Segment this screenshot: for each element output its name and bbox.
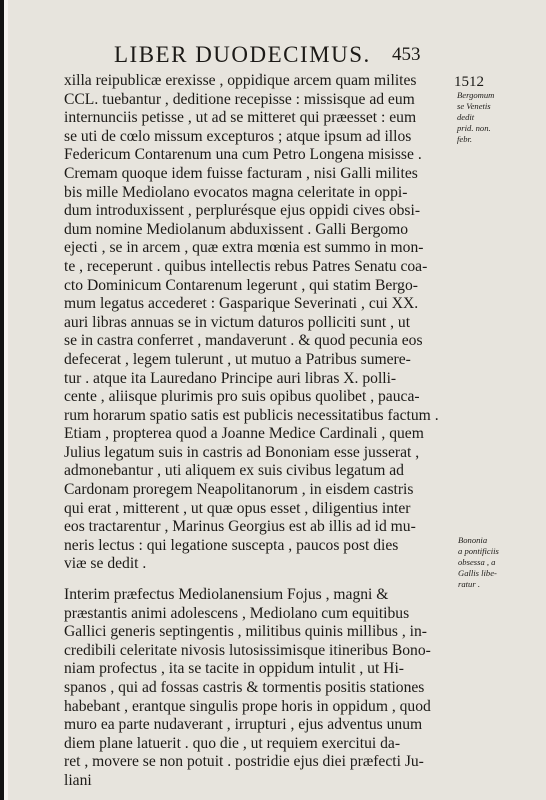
margin-note-bergomum xyxy=(457,90,494,145)
text-line: præstantis animi adolescens , Mediolano cum equitibus xyxy=(64,604,410,622)
text-line: admonebantur , uti aliquem ex suis civibus legatum ad xyxy=(64,462,404,480)
text-line: se uti de cœlo missum excepturos ; atque ipsum ad illos xyxy=(64,127,412,145)
text-line: Julius legatum suis in castris ad Bononiam esse jusserat , xyxy=(64,443,420,461)
page-number: 453 xyxy=(392,44,421,65)
text-line: viæ se dedit . xyxy=(64,555,147,573)
margin-note-line: dedit xyxy=(457,112,475,122)
text-line: ejecti , se in arcem , quæ extra mœnia est summo in mon- xyxy=(64,239,424,257)
text-line: rum horarum spatio satis est publicis necessitatibus factum . xyxy=(64,406,439,424)
text-line: tur . atque ita Lauredano Principe auri libras X. polli- xyxy=(64,369,397,387)
margin-note-bononia xyxy=(458,535,499,590)
text-line: te , receperunt . quibus intellectis rebus Patres Senatu coa- xyxy=(64,257,428,275)
text-line: neris lectus : qui legatione suscepta , paucos post dies xyxy=(64,536,399,554)
text-line: dum nomine Mediolanum abduxissent . Galli Bergomo xyxy=(64,220,409,238)
text-line: xilla reipublicæ erexisse , oppidique arcem quam milites xyxy=(64,72,417,89)
page-edge xyxy=(0,0,4,800)
text-line: cente , aliisque plurimis pro suis opibus quolibet , pauca- xyxy=(64,388,420,406)
margin-note-line: Bononia xyxy=(458,535,488,545)
running-head: LIBER DUODECIMUS. xyxy=(114,42,371,67)
margin-note-line: a pontificiis xyxy=(458,546,499,556)
text-line: se in castra conferret , mandaverunt . & quod pecunia eos xyxy=(64,332,423,350)
text-line: CCL. tuebantur , deditione recepisse : missisque ad eum xyxy=(64,90,415,108)
text-line: mum legatus accederet : Gasparique Severinati , cui XX. xyxy=(64,295,419,313)
text-line: qui erat , mitterent , ut quæ opus esset , diligentius inter xyxy=(64,499,411,517)
margin-note-line: se Venetis xyxy=(457,101,491,111)
text-line: defecerat , legem tulerunt , ut mutuo a Patribus sumere- xyxy=(64,350,411,368)
text-line: muro ea parte nudaverant , irrupturi , ejus adventus unum xyxy=(64,716,423,734)
text-line: Interim præfectus Mediolanensium Fojus , magni & xyxy=(64,586,389,604)
text-line: dum introduxissent , perplurésque ejus oppidi cives obsi- xyxy=(64,202,421,220)
text-line: Federicum Contarenum una cum Petro Longena misisse . xyxy=(64,146,422,164)
text-line: spanos , qui ad fossas castris & tormentis positis stationes xyxy=(64,679,425,696)
text-line: auri libras annuas se in victum daturos polliciti sunt , ut xyxy=(64,313,411,331)
text-line: ret , movere se non potuit . postridie ejus diei præfecti Ju- xyxy=(64,753,424,771)
body-text xyxy=(64,72,452,791)
text-line: liani xyxy=(64,771,92,789)
text-line: Gallici generis septingentis , militibus quinis millibus , in- xyxy=(64,623,427,641)
text-line: Etiam , propterea quod a Joanne Medice Cardinali , quem xyxy=(64,425,424,443)
margin-year: 1512 xyxy=(454,74,484,90)
text-line: habebant , erantque singulis prope horis in oppidum , quod xyxy=(64,697,431,715)
text-line: cto Dominicum Contarenum legerunt , qui statim Bergo- xyxy=(64,276,418,294)
text-line: niam profectus , ita se tacite in oppidum intulit , ut Hi- xyxy=(64,660,404,678)
margin-note-line: febr. xyxy=(457,134,473,144)
text-line: internunciis petisse , ut ad se mitteret qui præesset : eum xyxy=(64,109,417,127)
text-line: eos tractarentur , Marinus Georgius est ab illis ad id mu- xyxy=(64,518,416,536)
text-line: credibili celeritate nivosis lutosissimisque itineribus Bono- xyxy=(64,641,431,659)
page-header xyxy=(104,42,444,72)
margin-note-line: obsessa , a xyxy=(458,557,496,567)
margin-note-line: Gallis libe- xyxy=(458,568,497,578)
margin-note-line: Bergomum xyxy=(457,90,495,100)
text-line: diem plane latuerit . quo die , ut requiem exercitui da- xyxy=(64,734,401,752)
text-line: bis mille Mediolano evocatos magna celeritate in oppi- xyxy=(64,183,408,201)
margin-note-line: prid. non. xyxy=(457,123,491,133)
text-line: Cremam quoque idem fuisse facturam , nisi Galli milites xyxy=(64,164,418,182)
text-line: Cardonam proregem Neapolitanorum , in eisdem castris xyxy=(64,481,414,499)
margin-note-line: ratur . xyxy=(458,579,480,589)
